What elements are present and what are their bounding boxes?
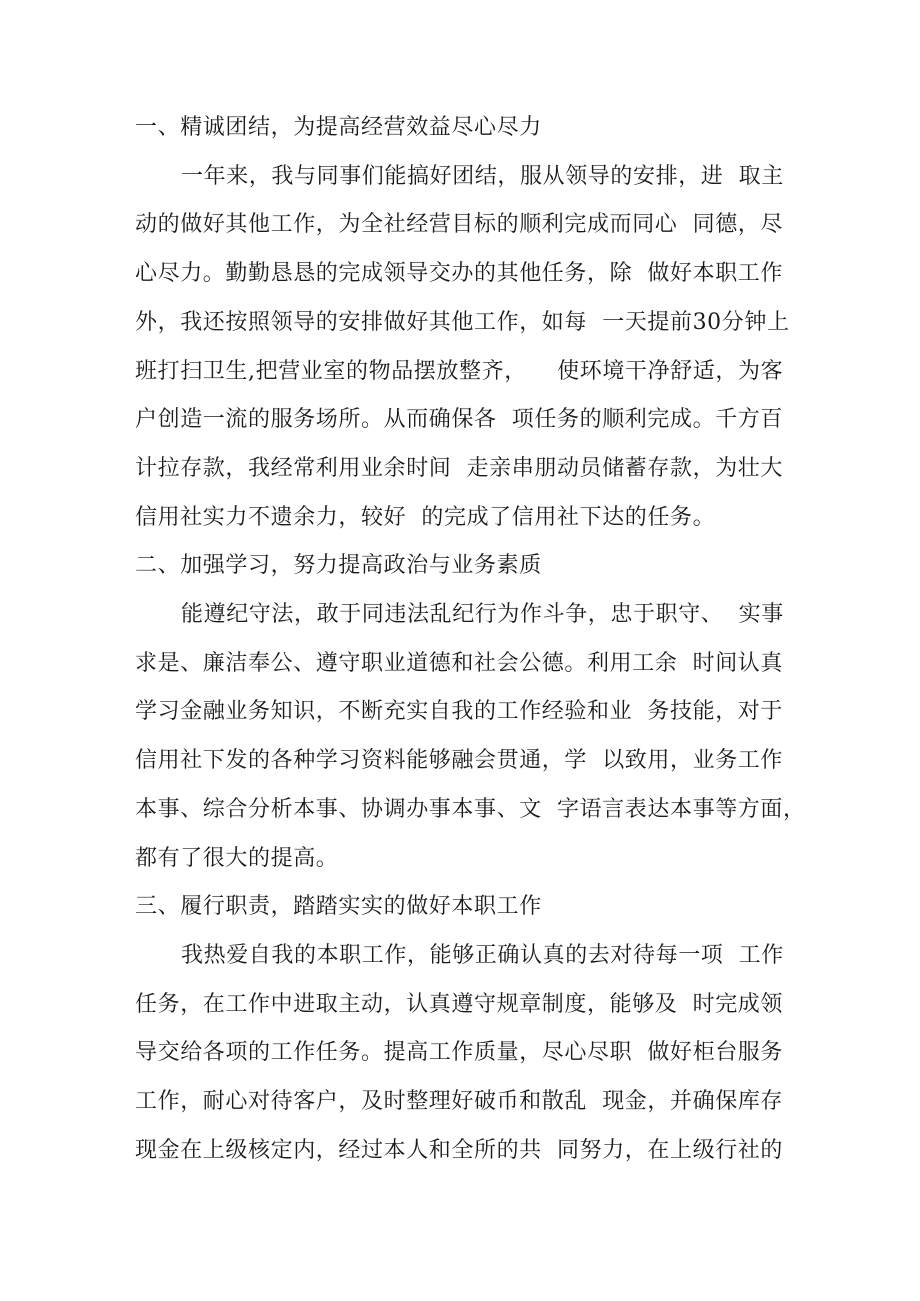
paragraph-line: 计拉存款，我经常利用业余时间 走亲串朋动员储蓄存款，为壮大 (135, 455, 783, 481)
paragraph-line: 动的做好其他工作，为全社经营目标的顺利完成而同心 同德，尽 (135, 212, 783, 238)
section-heading: 三、履行职责，踏踏实实的做好本职工作 (135, 894, 542, 920)
paragraph-line: 任务，在工作中进取主动，认真遵守规章制度，能够及 时完成领 (135, 991, 783, 1017)
paragraph-line: 导交给各项的工作任务。提高工作质量，尽心尽职 做好柜台服务 (135, 1040, 783, 1066)
paragraph-line: 都有了很大的提高。 (135, 845, 339, 871)
paragraph-line: 一年来，我与同事们能搞好团结，服从领导的安排，进 取主 (181, 163, 784, 189)
section-1 (135, 104, 795, 542)
section-heading: 二、加强学习，努力提高政治与业务素质 (135, 553, 542, 579)
paragraph-line: 学习金融业务知识，不断充实自我的工作经验和业 务技能，对于 (135, 699, 783, 725)
paragraph-line: 求是、廉洁奉公、遵守职业道德和社会公德。利用工余 时间认真 (135, 650, 783, 676)
section-3 (135, 883, 795, 1175)
paragraph-line: 外，我还按照领导的安排做好其他工作，如每 一天提前30分钟上 (135, 309, 790, 335)
section-heading: 一、精诚团结，为提高经营效益尽心尽力 (135, 115, 542, 140)
paragraph-line: 现金在上级核定内，经过本人和全所的共 同努力，在上级行社的 (135, 1137, 783, 1163)
section-paragraph (135, 591, 806, 883)
paragraph-line: 信用社实力不遗余力，较好 的完成了信用社下达的任务。 (135, 504, 716, 530)
paragraph-line: 班打扫卫生,把营业室的物品摆放整齐， 使环境干净舒适，为客 (135, 358, 784, 384)
section-paragraph (135, 932, 795, 1176)
document-body (135, 104, 806, 1175)
paragraph-line: 心尽力。勤勤恳恳的完成领导交办的其他任务，除 做好本职工作 (135, 261, 783, 287)
section-paragraph (135, 153, 795, 543)
paragraph-line: 我热爱自我的本职工作，能够正确认真的去对待每一项 工作 (181, 942, 784, 968)
section-2 (135, 542, 806, 883)
paragraph-line: 本事、综合分析本事、协调办事本事、文 字语言表达本事等方面， (135, 796, 806, 822)
paragraph-line: 工作，耐心对待客户，及时整理好破币和散乱 现金，并确保库存 (135, 1089, 783, 1115)
paragraph-line: 信用社下发的各种学习资料能够融会贯通，学 以致用，业务工作 (135, 748, 783, 774)
paragraph-line: 户创造一流的服务场所。从而确保各 项任务的顺利完成。千方百 (135, 407, 783, 433)
paragraph-line: 能遵纪守法，敢于同违法乱纪行为作斗争，忠于职守、 实事 (181, 602, 784, 628)
